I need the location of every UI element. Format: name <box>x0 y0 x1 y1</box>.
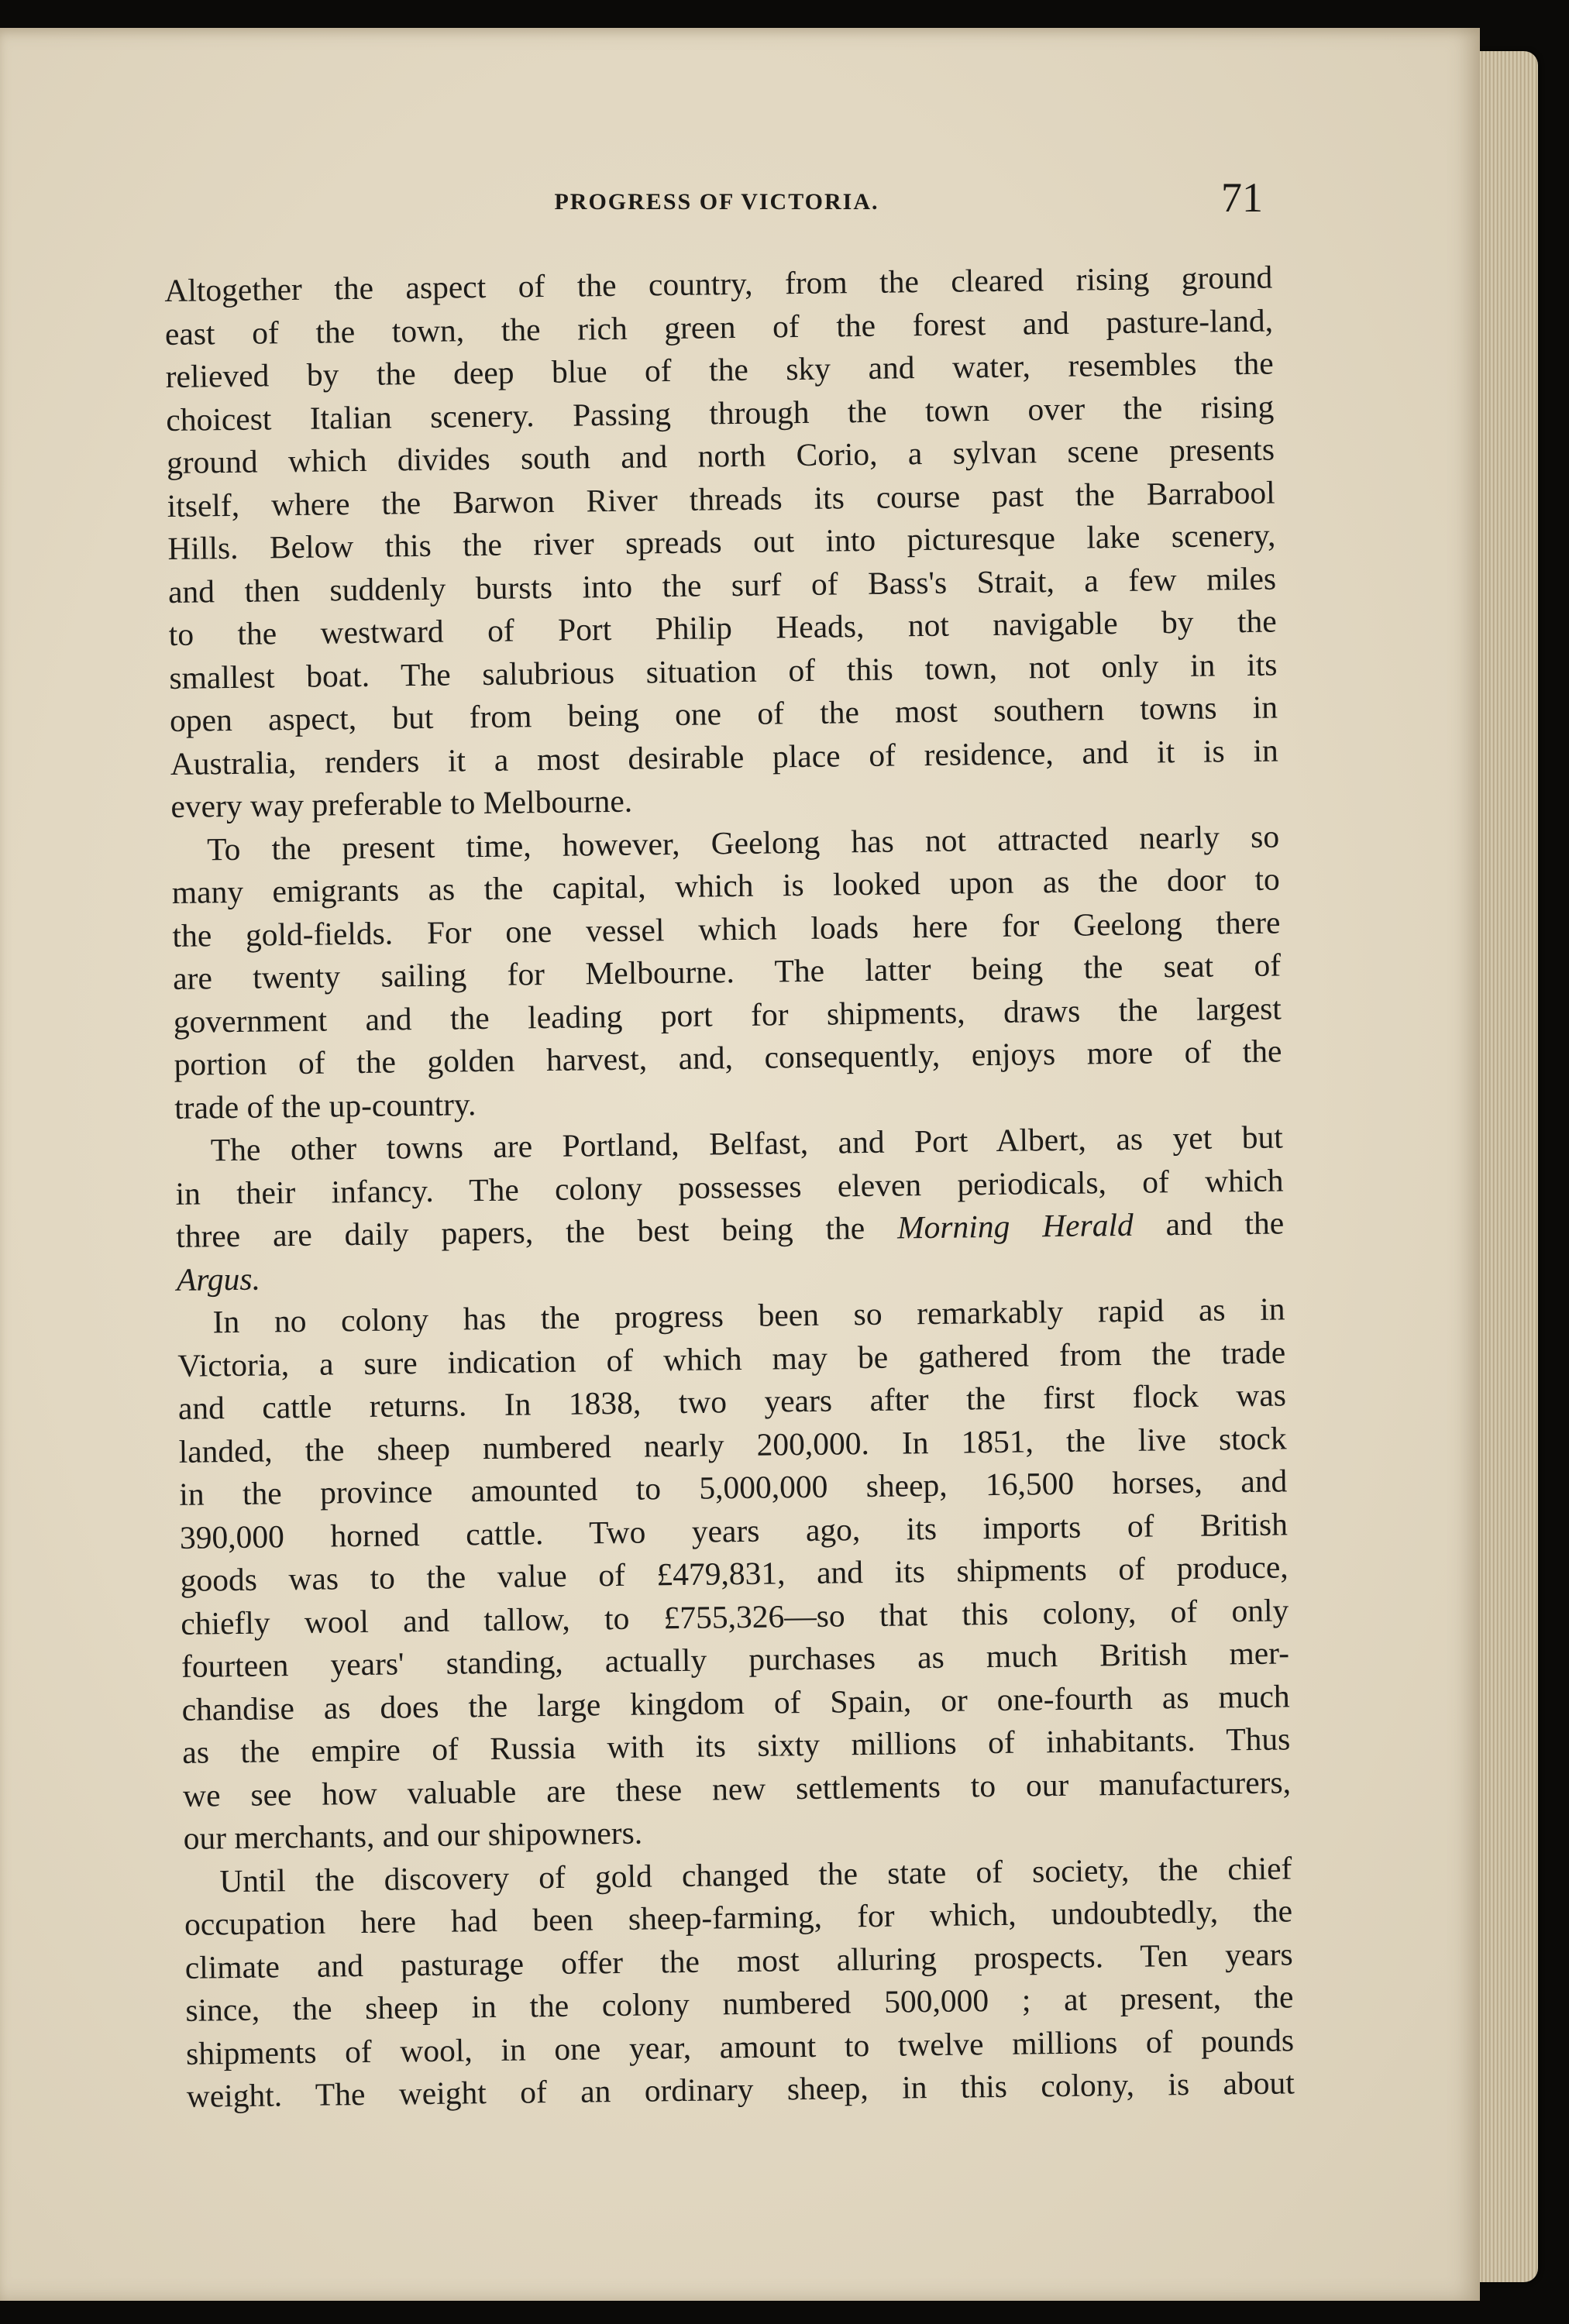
text-line: government and the leading port for shipments, draws the largest <box>173 989 1282 1040</box>
text-run: three are daily papers, the best being the <box>175 1209 898 1254</box>
paragraph-2 <box>171 815 1283 1129</box>
text-line: Altogether the aspect of the country, from the cleared rising ground <box>164 259 1273 308</box>
text-line: ground which divides south and north Corio, a sylvan scene presents <box>166 431 1275 480</box>
paragraph-3 <box>175 1116 1285 1301</box>
book-page-block <box>0 28 1538 2301</box>
page-edges <box>1474 51 1538 2282</box>
text-line: goods was to the value of £479,831, and its shipments of produce, <box>180 1549 1289 1598</box>
text-line: chiefly wool and tallow, to £755,326—so that this colony, of only <box>181 1591 1289 1642</box>
text-line: in their infancy. The colony possesses eleven periodicals, of which <box>175 1161 1284 1212</box>
text-line: portion of the golden harvest, and, consequently, enjoys more of the <box>174 1033 1282 1082</box>
text-line: are twenty sailing for Melbourne. The latter being the seat of <box>172 947 1282 996</box>
page-header <box>170 150 1263 221</box>
text-line: relieved by the deep blue of the sky and water, resembles the <box>165 345 1274 394</box>
text-line: every way preferable to Melbourne. <box>170 782 633 824</box>
text-line: Victoria, a sure indication of which may be gathered from the trade <box>177 1333 1286 1384</box>
text-line: shipments of wool, in one year, amount to twelve millions of pounds <box>185 2021 1295 2071</box>
text-line: smallest boat. The salubrious situation of this town, not only in its <box>169 645 1278 696</box>
paragraph-4 <box>177 1287 1292 1860</box>
text-line: In no colony has the progress been so remarkably rapid as in <box>212 1291 1285 1340</box>
text-line: east of the town, the rich green of the forest and pasture-land, <box>164 302 1274 352</box>
text-line: in the province amounted to 5,000,000 sheep, 16,500 horses, and <box>179 1463 1288 1512</box>
text-line: fourteen years' standing, actually purchases as much British mer- <box>181 1635 1290 1684</box>
text-line: The other towns are Portland, Belfast, and Port Albert, as yet but <box>210 1119 1284 1168</box>
text-line: itself, where the Barwon River threads its course past the Barrabool <box>167 474 1275 524</box>
text-line: Until the discovery of gold changed the state of society, the chief <box>219 1849 1292 1899</box>
text-line: climate and pasturage offer the most alluring prospects. Ten years <box>184 1935 1293 1985</box>
text-line: open aspect, but from being one of the most southern towns in <box>169 689 1278 738</box>
book-page <box>0 28 1480 2301</box>
text-line: many emigrants as the capital, which is looked upon as the door to <box>171 861 1280 910</box>
text-line: choicest Italian scenery. Passing through the town over the rising <box>166 388 1275 438</box>
text-line: To the present time, however, Geelong has not attracted nearly so <box>206 817 1280 867</box>
newspaper-title: Argus. <box>176 1260 261 1298</box>
paragraph-1 <box>164 256 1279 829</box>
text-line: and then suddenly bursts into the surf of Bass's Strait, a few miles <box>167 560 1277 610</box>
text-line: our merchants, and our shipowners. <box>183 1814 643 1856</box>
text-line: Australia, renders it a most desirable place of residence, and it is in <box>170 731 1278 782</box>
text-line: since, the sheep in the colony numbered 500,000 ; at present, the <box>185 1978 1294 2028</box>
text-line: we see how valuable are these new settlements to our manufacturers, <box>182 1763 1292 1813</box>
text-line: Hills. Below this the river spreads out into picturesque lake scenery, <box>167 517 1276 566</box>
text-run: and the <box>1133 1205 1285 1243</box>
page-number: 71 <box>1221 174 1263 221</box>
text-line: chandise as does the large kingdom of Spain, or one-fourth as much <box>181 1677 1290 1728</box>
text-line: occupation here had been sheep-farming, for which, undoubtedly, the <box>184 1893 1293 1942</box>
text-line: the gold-fields. For one vessel which loads here for Geelong there <box>172 903 1281 954</box>
running-head: PROGRESS OF VICTORIA. <box>554 189 879 215</box>
paragraph-5 <box>184 1847 1295 2118</box>
text-line: 390,000 horned cattle. Two years ago, its imports of British <box>179 1505 1289 1556</box>
text-line: landed, the sheep numbered nearly 200,000. In 1851, the live stock <box>178 1419 1287 1470</box>
text-line: and cattle returns. In 1838, two years after the first flock was <box>177 1377 1287 1426</box>
text-line: trade of the up-country. <box>174 1085 477 1126</box>
body-text <box>164 256 1295 2119</box>
text-line: weight. The weight of an ordinary sheep, in this colony, is about <box>186 2064 1295 2114</box>
text-line: as the empire of Russia with its sixty millions of inhabitants. Thus <box>182 1721 1291 1770</box>
newspaper-title: Morning Herald <box>896 1206 1134 1246</box>
text-line: to the westward of Port Philip Heads, not navigable by the <box>168 603 1277 652</box>
